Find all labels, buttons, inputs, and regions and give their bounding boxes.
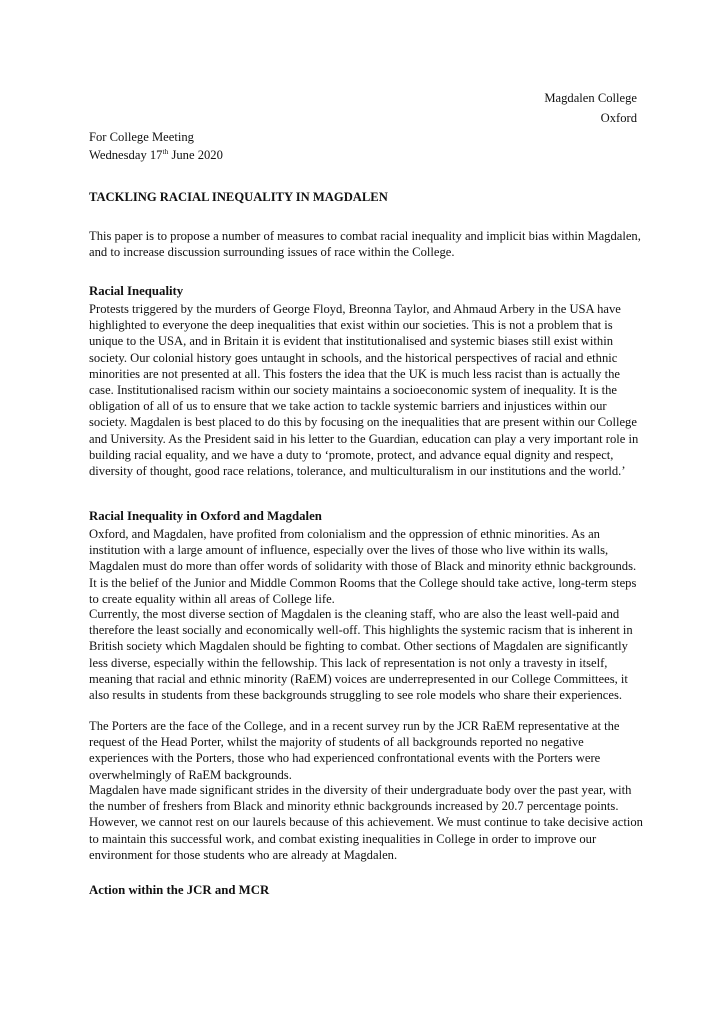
meeting-info	[89, 128, 223, 164]
section-paragraph: The Porters are the face of the College, and in a recent survey run by the JCR RaEM representative at the request of the Head Porter, whilst the majority of students of all backgrounds reported no negative experiences with the Porters, those who had experienced confrontational events with the Porters were overwhelmingly of RaEM backgrounds.	[89, 719, 620, 782]
document-title: TACKLING RACIAL INEQUALITY IN MAGDALEN	[89, 190, 388, 204]
meeting-date-day: Wednesday 17	[89, 148, 163, 162]
section-heading-racial-inequality: Racial Inequality	[89, 284, 184, 298]
address-line-college: Magdalen College	[544, 91, 637, 105]
section-paragraph: Currently, the most diverse section of Magdalen is the cleaning staff, who are also the least well-paid and therefore the least socially and economically well-off. This highlights the systemic racism that is inherent in British society which Magdalen should be fighting to combat. Other sections of Magdalen are significantly less diverse, especially within the fellowship. This lack of representation is not only a travesty in itself, meaning that racial and ethnic minority (RaEM) voices are underrepresented in our College Committees, it also results in students from these backgrounds struggling to see role models who share their experiences.	[89, 607, 633, 703]
section-paragraph: Oxford, and Magdalen, have profited from colonialism and the oppression of ethnic minorities. As an institution with a large amount of influence, especially over the lives of those who live within its walls, Magdalen must do more than offer words of solidarity with those of Black and minority ethnic backgrounds. It is the belief of the Junior and Middle Common Rooms that the College should take active, long-term steps to create equality within all areas of College life.	[89, 527, 637, 606]
meeting-label: For College Meeting	[89, 130, 194, 144]
address-line-city: Oxford	[600, 111, 637, 125]
meeting-date-rest: June 2020	[168, 148, 223, 162]
college-address	[544, 88, 637, 128]
section-paragraph: Magdalen have made significant strides in the diversity of their undergraduate body over the past year, with the number of freshers from Black and minority ethnic backgrounds increased by 20.7 percentage points. However, we cannot rest on our laurels because of this achievement. We must continue to take decisive action to maintain this successful work, and combat existing inequalities in College in order to improve our environment for those students who are already at Magdalen.	[89, 783, 643, 862]
meeting-date-ordinal: th	[162, 146, 169, 156]
meeting-date	[89, 146, 223, 164]
section-paragraph: Protests triggered by the murders of George Floyd, Breonna Taylor, and Ahmaud Arbery in the USA have highlighted to everyone the deep inequalities that exist within our societies. This is not a problem that is unique to the USA, and in Britain it is evident that institutionalised and systemic biases still exist within society. Our colonial history goes untaught in schools, and the historical perspectives of racial and ethnic minorities are not presented at all. This fosters the idea that the UK is much less racist than is actually the case. Institutionalised racism within our society maintains a socioeconomic system of inequality. It is the obligation of all of us to ensure that we take action to tackle systemic barriers and injustices within our society. Magdalen is best placed to do this by focusing on the inequalities that are present within our College and University. As the President said in his letter to the Guardian, education can play a very important role in building racial equality, and we have a duty to ‘promote, protect, and advance equal dignity and respect, diversity of thought, good race relations, tolerance, and multiculturalism in our institutions and the world.’	[89, 302, 639, 479]
intro-paragraph: This paper is to propose a number of measures to combat racial inequality and implicit bias within Magdalen, and to increase discussion surrounding issues of race within the College.	[89, 229, 641, 260]
section-heading-oxford-magdalen: Racial Inequality in Oxford and Magdalen	[89, 509, 322, 523]
section-heading-action-jcr-mcr: Action within the JCR and MCR	[89, 883, 270, 897]
